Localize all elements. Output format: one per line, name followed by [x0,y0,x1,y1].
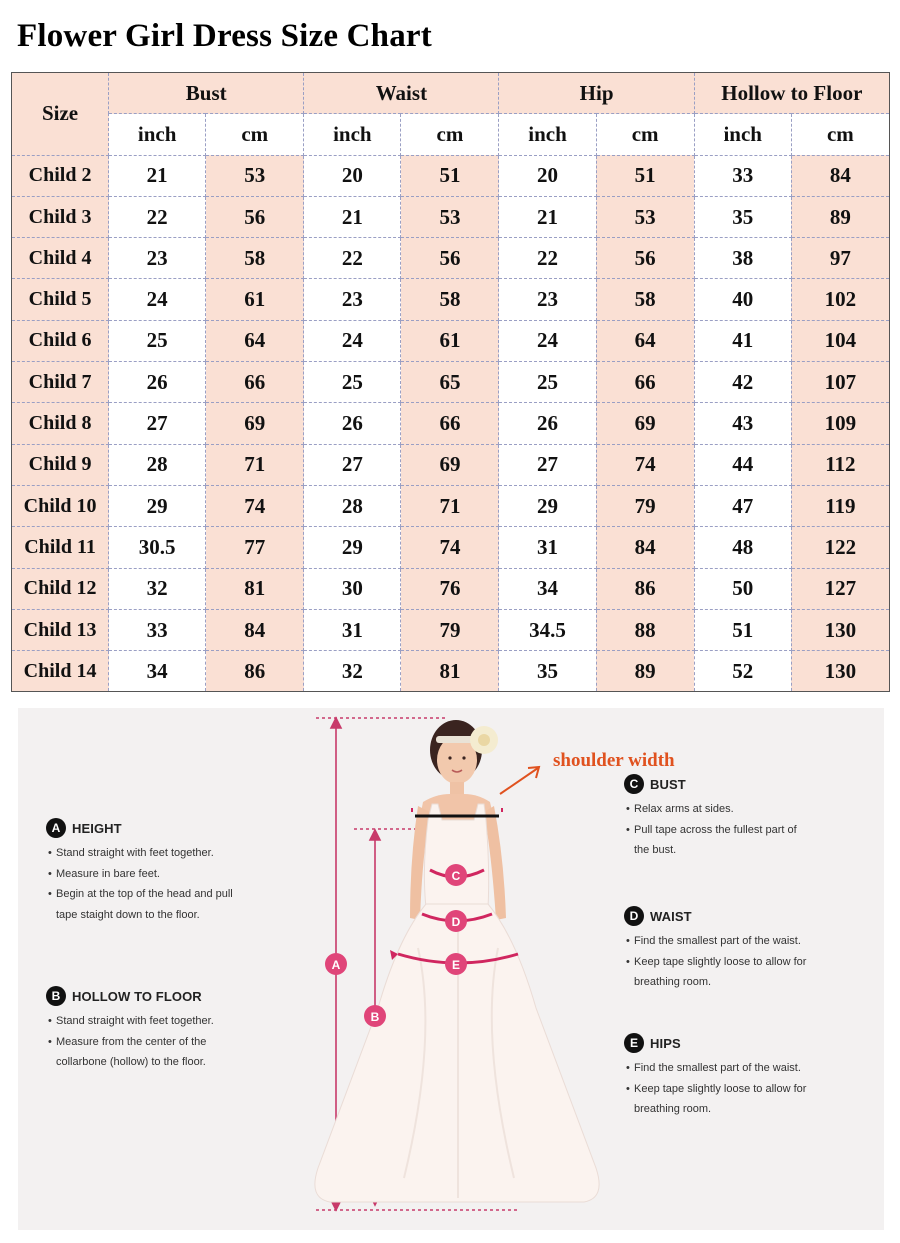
value-cell: 74 [596,444,694,485]
waist-header: Waist [304,73,499,114]
hollow-to-floor-header: Hollow to Floor [694,73,889,114]
table-row [12,485,890,526]
size-cell: Child 8 [12,403,109,444]
value-cell: 29 [109,485,206,526]
hollow-title: HOLLOW TO FLOOR [72,988,202,1004]
bust-line-1: • Relax arms at sides. [624,799,797,820]
shoulder-width-label: shoulder width [553,750,675,771]
height-badge-icon: A [46,818,66,838]
value-cell: 64 [206,320,304,361]
svg-text:D: D [451,915,461,929]
hip-cm-header: cm [596,114,694,155]
marker-B [364,1005,386,1027]
table-row [12,651,890,692]
table-row [12,527,890,568]
value-cell: 24 [109,279,206,320]
waist-line-3: breathing room. [634,976,712,988]
value-cell: 26 [499,403,596,444]
value-cell: 42 [694,362,791,403]
value-cell: 21 [499,196,596,237]
value-cell: 33 [694,155,791,196]
marker-A [325,953,347,975]
value-cell: 31 [304,609,401,650]
value-cell: 84 [206,609,304,650]
value-cell: 41 [694,320,791,361]
value-cell: 23 [304,279,401,320]
value-cell: 104 [791,320,889,361]
size-cell: Child 11 [12,527,109,568]
bust-instructions [624,774,797,861]
value-cell: 24 [304,320,401,361]
value-cell: 24 [499,320,596,361]
value-cell: 69 [596,403,694,444]
table-row [12,320,890,361]
value-cell: 79 [596,485,694,526]
size-cell: Child 3 [12,196,109,237]
table-row [12,568,890,609]
value-cell: 56 [206,196,304,237]
table-row [12,155,890,196]
value-cell: 81 [401,651,499,692]
waist-line-2: • Keep tape slightly loose to allow for [624,952,806,973]
value-cell: 61 [401,320,499,361]
value-cell: 65 [401,362,499,403]
value-cell: 26 [109,362,206,403]
hollow-list [46,1011,214,1073]
size-rows [12,155,890,692]
bust-line-3: the bust. [634,844,677,856]
value-cell: 53 [401,196,499,237]
size-cell: Child 14 [12,651,109,692]
value-cell: 77 [206,527,304,568]
page-title: Flower Girl Dress Size Chart [17,18,432,54]
hollow-line-2: • Measure from the center of the [46,1032,214,1053]
value-cell: 58 [596,279,694,320]
table-row [12,444,890,485]
value-cell: 53 [206,155,304,196]
hollow-line-1: • Stand straight with feet together. [46,1011,214,1032]
bust-title: BUST [650,776,686,792]
value-cell: 40 [694,279,791,320]
svg-text:B: B [370,1010,380,1024]
hip-header: Hip [499,73,694,114]
value-cell: 25 [304,362,401,403]
value-cell: 66 [596,362,694,403]
table-row [12,403,890,444]
value-cell: 23 [499,279,596,320]
shoulder-width-arrow [500,767,539,794]
table-row [12,609,890,650]
value-cell: 43 [694,403,791,444]
value-cell: 64 [596,320,694,361]
value-cell: 84 [791,155,889,196]
bust-cm-header: cm [206,114,304,155]
value-cell: 27 [304,444,401,485]
value-cell: 71 [401,485,499,526]
size-cell: Child 10 [12,485,109,526]
value-cell: 66 [206,362,304,403]
hollow-inch-header: inch [694,114,791,155]
value-cell: 74 [401,527,499,568]
value-cell: 81 [206,568,304,609]
value-cell: 25 [109,320,206,361]
hips-instructions [624,1033,806,1120]
value-cell: 86 [206,651,304,692]
value-cell: 21 [304,196,401,237]
height-line-4: tape staight down to the floor. [56,908,200,921]
value-cell: 89 [596,651,694,692]
value-cell: 30 [304,568,401,609]
hips-badge-icon: E [624,1033,644,1053]
value-cell: 84 [596,527,694,568]
waist-badge-icon: D [624,906,644,926]
value-cell: 29 [499,485,596,526]
value-cell: 66 [401,403,499,444]
value-cell: 28 [304,485,401,526]
height-line-3: • Begin at the top of the head and pull [46,884,233,905]
waist-title: WAIST [650,908,692,924]
value-cell: 127 [791,568,889,609]
value-cell: 23 [109,238,206,279]
value-cell: 31 [499,527,596,568]
value-cell: 102 [791,279,889,320]
value-cell: 34 [109,651,206,692]
value-cell: 22 [499,238,596,279]
value-cell: 33 [109,609,206,650]
value-cell: 74 [206,485,304,526]
bust-line-2: • Pull tape across the fullest part of [624,820,797,841]
value-cell: 88 [596,609,694,650]
value-cell: 107 [791,362,889,403]
waist-cm-header: cm [401,114,499,155]
bust-inch-header: inch [109,114,206,155]
size-cell: Child 4 [12,238,109,279]
waist-list [624,931,806,993]
value-cell: 89 [791,196,889,237]
marker-D [445,910,467,932]
value-cell: 69 [206,403,304,444]
value-cell: 56 [401,238,499,279]
value-cell: 50 [694,568,791,609]
size-cell: Child 9 [12,444,109,485]
value-cell: 53 [596,196,694,237]
value-cell: 97 [791,238,889,279]
value-cell: 34 [499,568,596,609]
value-cell: 122 [791,527,889,568]
value-cell: 51 [401,155,499,196]
height-line-2: • Measure in bare feet. [46,864,233,885]
waist-instructions [624,906,806,993]
height-title: HEIGHT [72,820,122,836]
waist-inch-header: inch [304,114,401,155]
hips-list [624,1058,806,1120]
hollow-cm-header: cm [791,114,889,155]
size-chart-table [11,72,890,692]
hips-line-2: • Keep tape slightly loose to allow for [624,1079,806,1100]
svg-text:A: A [331,958,341,972]
value-cell: 47 [694,485,791,526]
table-row [12,279,890,320]
value-cell: 32 [109,568,206,609]
value-cell: 86 [596,568,694,609]
marker-C [445,864,467,886]
value-cell: 51 [694,609,791,650]
hollow-badge-icon: B [46,986,66,1006]
hollow-line-3: collarbone (hollow) to the floor. [56,1056,206,1068]
value-cell: 20 [499,155,596,196]
value-cell: 58 [206,238,304,279]
value-cell: 44 [694,444,791,485]
value-cell: 51 [596,155,694,196]
waist-line-1: • Find the smallest part of the waist. [624,931,806,952]
value-cell: 28 [109,444,206,485]
value-cell: 30.5 [109,527,206,568]
hip-inch-header: inch [499,114,596,155]
value-cell: 52 [694,651,791,692]
size-cell: Child 12 [12,568,109,609]
table-row [12,362,890,403]
value-cell: 29 [304,527,401,568]
hips-line-1: • Find the smallest part of the waist. [624,1058,806,1079]
value-cell: 25 [499,362,596,403]
size-cell: Child 6 [12,320,109,361]
hips-title: HIPS [650,1035,681,1051]
size-cell: Child 2 [12,155,109,196]
size-cell: Child 5 [12,279,109,320]
table-row [12,196,890,237]
value-cell: 22 [109,196,206,237]
bust-list [624,799,797,861]
value-cell: 56 [596,238,694,279]
svg-text:E: E [451,958,461,972]
height-instructions [46,818,233,925]
value-cell: 76 [401,568,499,609]
value-cell: 27 [499,444,596,485]
value-cell: 109 [791,403,889,444]
value-cell: 48 [694,527,791,568]
value-cell: 130 [791,651,889,692]
size-cell: Child 13 [12,609,109,650]
value-cell: 26 [304,403,401,444]
value-cell: 130 [791,609,889,650]
value-cell: 112 [791,444,889,485]
size-cell: Child 7 [12,362,109,403]
size-column-header: Size [12,73,109,156]
hips-line-3: breathing room. [634,1103,712,1115]
value-cell: 38 [694,238,791,279]
svg-text:C: C [451,869,461,883]
value-cell: 35 [499,651,596,692]
value-cell: 22 [304,238,401,279]
value-cell: 21 [109,155,206,196]
value-cell: 69 [401,444,499,485]
marker-E [445,953,467,975]
value-cell: 27 [109,403,206,444]
value-cell: 32 [304,651,401,692]
value-cell: 58 [401,279,499,320]
measurement-guide-panel [18,708,884,1230]
hollow-instructions [46,986,214,1073]
value-cell: 61 [206,279,304,320]
value-cell: 79 [401,609,499,650]
bust-header: Bust [109,73,304,114]
table-row [12,238,890,279]
height-line-1: • Stand straight with feet together. [46,843,233,864]
height-list [46,843,233,925]
value-cell: 34.5 [499,609,596,650]
value-cell: 71 [206,444,304,485]
value-cell: 20 [304,155,401,196]
bust-badge-icon: C [624,774,644,794]
value-cell: 35 [694,196,791,237]
value-cell: 119 [791,485,889,526]
